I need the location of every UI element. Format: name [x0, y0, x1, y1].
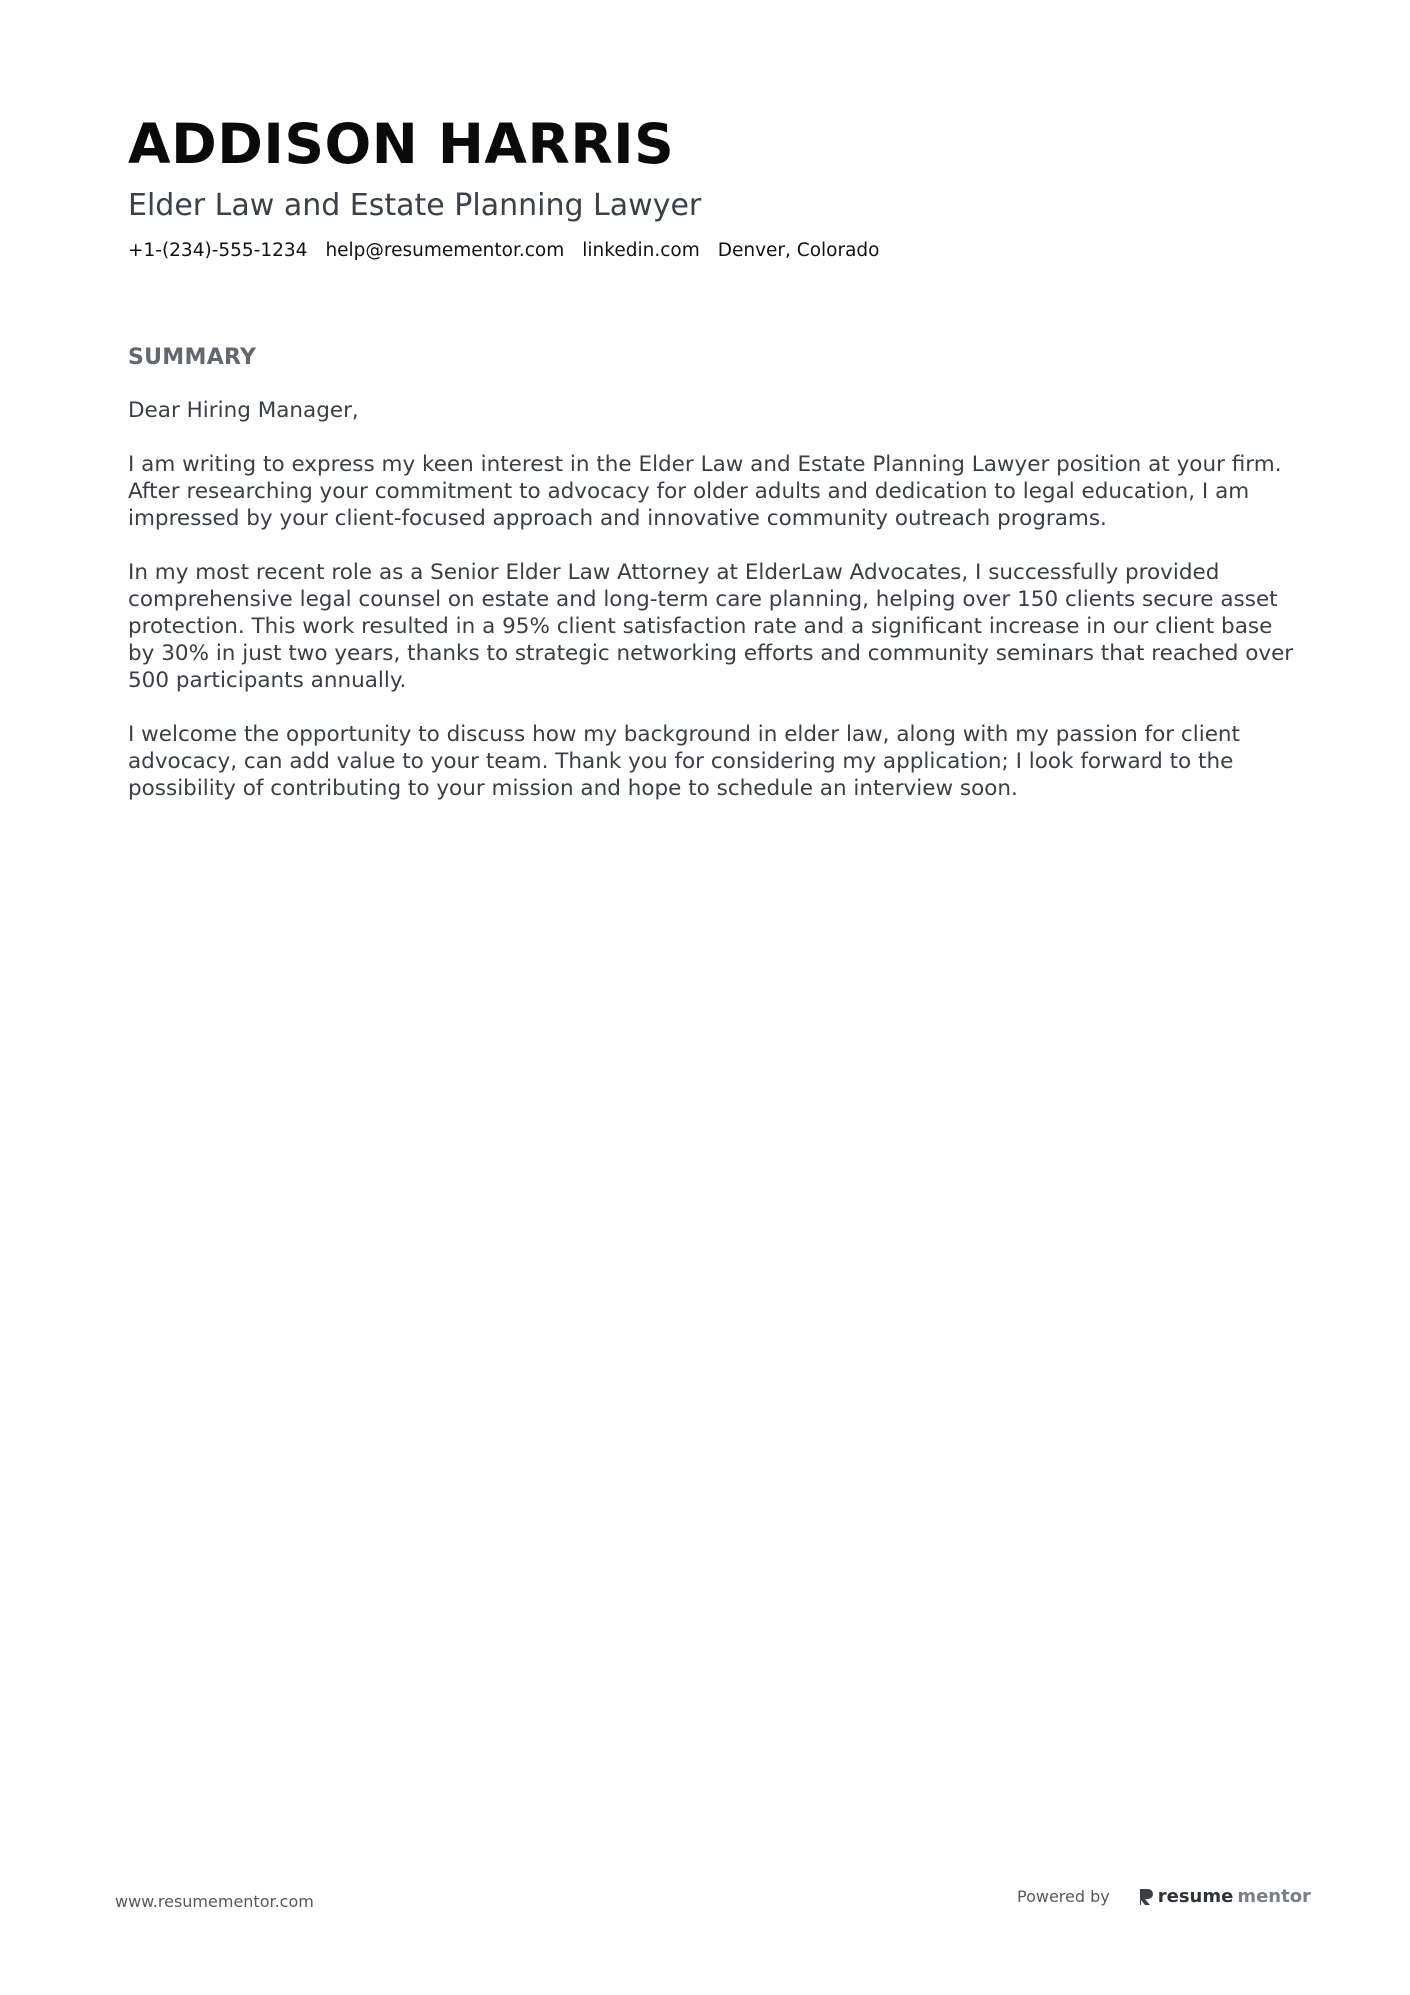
- candidate-name: ADDISON HARRIS: [128, 112, 675, 176]
- paragraph: I welcome the opportunity to discuss how my background in elder law, along with my passion for client advocacy, can add value to your team. Thank you for considering my application; I look forward to the possibility of contributing to your mission and hope to schedule an interview soon.: [128, 722, 1240, 801]
- footer-branding: [1017, 1886, 1311, 1907]
- brand-name-part2: mentor: [1237, 1886, 1311, 1907]
- letter-body: [128, 397, 1298, 802]
- phone-number: +1-(234)-555-1234: [128, 240, 308, 261]
- paragraph: I am writing to express my keen interest in the Elder Law and Estate Planning Lawyer position at your firm. After researching your commitment to advocacy for older adults and dedication to legal education, I am impressed by your client-focused approach and innovative community outreach programs.: [128, 452, 1282, 531]
- salutation: Dear Hiring Manager,: [128, 398, 359, 423]
- powered-by-label: Powered by: [1017, 1887, 1110, 1906]
- summary-section: [128, 343, 1298, 829]
- email-address[interactable]: help@resumementor.com: [325, 240, 565, 261]
- paragraph: In my most recent role as a Senior Elder Law Attorney at ElderLaw Advocates, I successfully provided comprehensive legal counsel on estate and long-term care planning, helping over 150 clients secure asset protection. This work resulted in a 95% client satisfaction rate and a significant increase in our client base by 30% in just two years, thanks to strategic networking efforts and community seminars that reached over 500 participants annually.: [128, 560, 1294, 693]
- location: Denver, Colorado: [717, 240, 880, 261]
- contact-info: [128, 238, 1288, 264]
- footer-website[interactable]: www.resumementor.com: [115, 1892, 314, 1911]
- linkedin-link[interactable]: linkedin.com: [582, 240, 700, 261]
- brand-name-part1: resume: [1157, 1886, 1234, 1907]
- job-title: Elder Law and Estate Planning Lawyer: [128, 188, 702, 223]
- header: [128, 108, 1288, 264]
- resumementor-logo-icon: [1138, 1887, 1154, 1907]
- section-heading: SUMMARY: [128, 345, 257, 370]
- brand-logo[interactable]: [1138, 1886, 1311, 1907]
